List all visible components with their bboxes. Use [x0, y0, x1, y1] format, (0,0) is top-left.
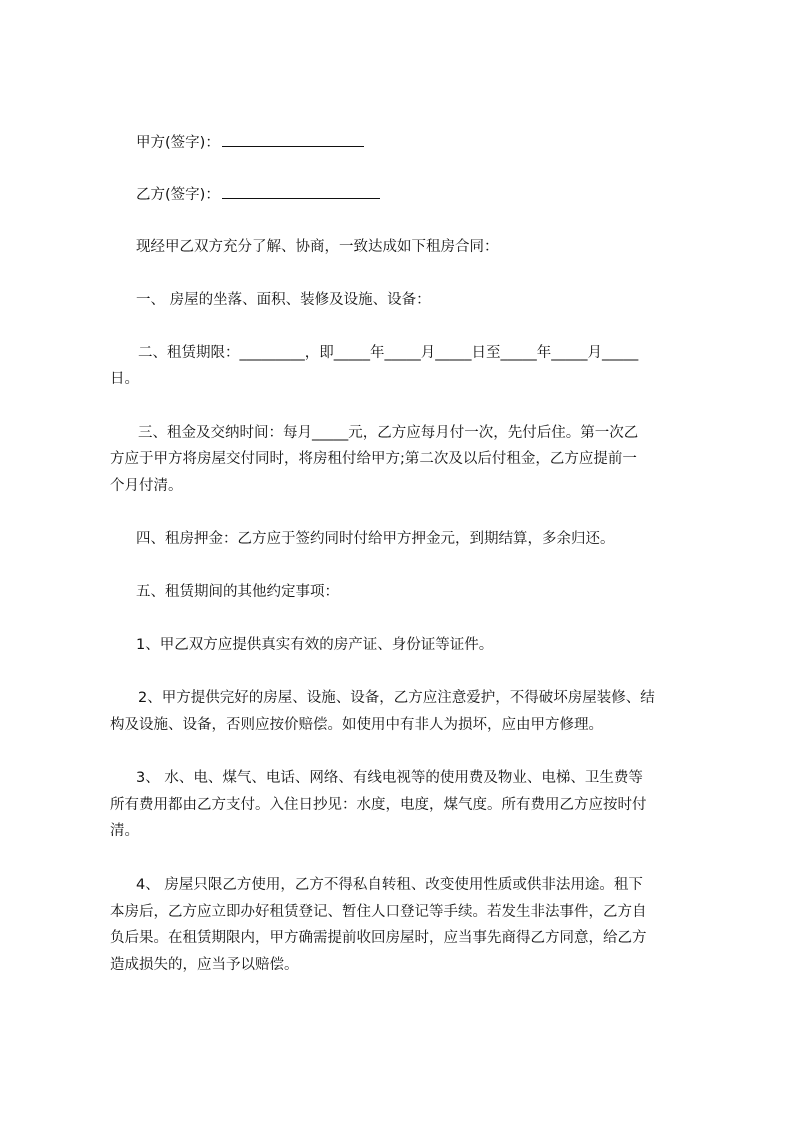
section-5-item-2-line-2: 构及设施、设备，否则应按价赔偿。如使用中有非人为损坏，应由甲方修理。 [110, 717, 603, 733]
party-b-signature-label: 乙方(签字)： [136, 187, 220, 203]
party-a-signature-blank[interactable] [222, 131, 364, 147]
section-3-line-1: 三、租金及交纳时间：每月_____元，乙方应每月付一次，先付后住。第一次乙 [138, 425, 639, 441]
section-3-line-2: 方应于甲方将房屋交付同时，将房租付给甲方;第二次及以后付租金，乙方应提前一 [110, 451, 637, 467]
party-a-signature-label: 甲方(签字)： [136, 135, 220, 151]
party-b-signature-blank[interactable] [222, 183, 380, 199]
section-5-title: 五、租赁期间的其他约定事项： [136, 584, 339, 600]
section-5-item-4-line-3: 负后果。在租赁期限内，甲方确需提前收回房屋时，应当事先商得乙方同意，给乙方 [110, 930, 647, 946]
section-5-item-4-line-1: 4、 房屋只限乙方使用，乙方不得私自转租、改变使用性质或供非法用途。租下 [136, 877, 643, 893]
party-a-signature-row [136, 131, 364, 155]
section-1-title: 一、 房屋的坐落、面积、装修及设施、设备： [136, 292, 431, 308]
section-5-item-3-line-3: 清。 [110, 823, 139, 839]
section-3-line-3: 个月付清。 [110, 478, 183, 494]
section-2-line-1: 二、租赁期限：_________，即_____年_____月_____日至_____年_____月_____ [138, 345, 639, 361]
section-5-item-3-line-2: 所有费用都由乙方支付。入住日抄见：水度，电度，煤气度。所有费用乙方应按时付 [110, 797, 647, 813]
section-5-item-2-line-1: 2、甲方提供完好的房屋、设施、设备，乙方应注意爱护，不得破坏房屋装修、结 [138, 690, 655, 706]
section-2-line-2: 日。 [110, 371, 139, 387]
section-5-item-3-line-1: 3、 水、电、煤气、电话、网络、有线电视等的使用费及物业、电梯、卫生费等 [136, 770, 643, 786]
section-5-item-1: 1、甲乙双方应提供真实有效的房产证、身份证等证件。 [136, 637, 494, 653]
section-4-text: 四、租房押金：乙方应于签约同时付给甲方押金元，到期结算，多余归还。 [136, 531, 615, 547]
party-b-signature-row [136, 183, 380, 207]
section-5-item-4-line-4: 造成损失的，应当予以赔偿。 [110, 957, 299, 973]
intro-text: 现经甲乙双方充分了解、协商，一致达成如下租房合同： [136, 239, 499, 255]
section-5-item-4-line-2: 本房后，乙方应立即办好租赁登记、暂住人口登记等手续。若发生非法事件，乙方自 [110, 904, 647, 920]
